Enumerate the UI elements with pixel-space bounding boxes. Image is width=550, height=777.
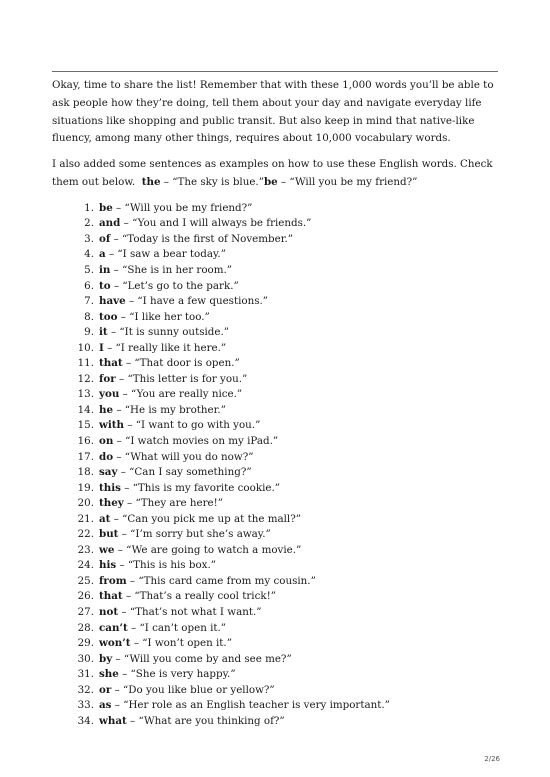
list-item (52, 450, 502, 466)
list-item-sentence: “I watch movies on my iPad.” (125, 434, 279, 447)
list-item-sentence: “She is in her room.” (122, 263, 233, 276)
list-item-word: a (99, 248, 106, 261)
list-item-word: not (99, 606, 119, 618)
list-item-word: his (99, 559, 117, 572)
list-item (52, 652, 502, 668)
list-item-sentence: “Will you come by and see me?” (123, 652, 292, 665)
list-item (52, 372, 502, 388)
list-item-text: won’t – “I won’t open it.” (99, 637, 232, 650)
list-item-number: 2. (84, 217, 94, 230)
list-item (52, 698, 502, 714)
list-item (52, 574, 502, 590)
list-item-text: or – “Do you like blue or yellow?” (99, 683, 275, 696)
list-item-word: do (99, 450, 114, 463)
list-item-word: this (99, 481, 121, 494)
list-item-sentence: “Can I say something?” (129, 466, 252, 479)
list-item-number: 15. (77, 419, 94, 432)
list-item-text: I – “I really like it here.” (99, 341, 227, 354)
list-item-text: she – “She is very happy.” (99, 668, 236, 681)
list-item-text: you – “You are really nice.” (99, 388, 243, 401)
list-item-word: that (99, 590, 123, 603)
list-item-number: 11. (77, 357, 94, 370)
list-item-number: 20. (77, 497, 94, 510)
list-item-number: 19. (77, 481, 94, 494)
intro-paragraph: Okay, time to share the list! Remember that with these 1,000 words you’ll be able to ask people how they’re doing, tell them about your day and navigate everyday life situations like shopping and public transit. But also keep in mind that native-like fluency, among many other things, requires about 10,000 vocabulary words. (52, 79, 494, 145)
list-item-text: that – “That’s a really cool trick!” (99, 590, 276, 603)
list-item-word: you (99, 388, 120, 401)
list-item (52, 512, 502, 528)
example2-word: be (263, 175, 278, 188)
list-item (52, 356, 502, 372)
list-item-text: can’t – “I can’t open it.” (99, 621, 227, 634)
list-item-number: 26. (77, 590, 94, 603)
list-item-text: he – “He is my brother.” (99, 403, 226, 416)
list-item (52, 263, 502, 279)
list-item-sentence: “What are you thinking of?” (138, 714, 285, 727)
list-item-text: we – “We are going to watch a movie.” (99, 543, 302, 556)
list-item-sentence: “This is my favorite cookie.” (132, 481, 280, 494)
list-item-number: 13. (77, 388, 94, 401)
list-item (52, 294, 502, 310)
list-item-number: 4. (84, 248, 94, 261)
list-item-number: 14. (77, 403, 94, 416)
list-item-number: 25. (77, 574, 94, 587)
list-item-sentence: “You and I will always be friends.” (132, 217, 312, 230)
list-item-word: she (99, 668, 119, 681)
list-item-number: 33. (77, 699, 94, 712)
list-item-word: with (99, 419, 125, 432)
list-item (52, 465, 502, 481)
list-item-number: 3. (84, 232, 94, 245)
list-item (52, 434, 502, 450)
list-item-word: at (99, 512, 111, 525)
list-item-word: by (99, 652, 113, 665)
list-item-sentence: “I like her too.” (129, 310, 210, 323)
list-item-number: 28. (77, 621, 94, 634)
list-item (52, 325, 502, 341)
list-item-sentence: “This is his box.” (127, 559, 216, 572)
list-item-text: to – “Let’s go to the park.” (99, 279, 239, 292)
page-number: 2/26 (484, 755, 500, 763)
header-rule (52, 71, 498, 72)
list-item (52, 527, 502, 543)
list-item-word: have (99, 295, 126, 308)
list-item-word: to (99, 279, 111, 292)
list-item-word: say (99, 466, 118, 479)
list-item-sentence: “She is very happy.” (130, 668, 236, 681)
list-item-number: 17. (77, 450, 94, 463)
list-item-text: say – “Can I say something?” (99, 466, 252, 479)
list-item-text: his – “This is his box.” (99, 559, 216, 572)
list-item (52, 341, 502, 357)
list-item-text: with – “I want to go with you.” (99, 419, 261, 432)
list-item-number: 10. (77, 341, 94, 354)
list-item-word: as (99, 699, 112, 712)
list-item-sentence: “That’s a really cool trick!” (134, 590, 276, 603)
list-item-word: they (99, 497, 124, 510)
list-item-sentence: “You are really nice.” (131, 388, 243, 401)
list-item-sentence: “I have a few questions.” (137, 295, 269, 308)
list-item (52, 683, 502, 699)
list-item-sentence: “Her role as an English teacher is very important.” (123, 699, 390, 712)
list-item-text: do – “What will you do now?” (99, 450, 254, 463)
list-item (52, 667, 502, 683)
list-item-word: but (99, 528, 119, 541)
list-item-number: 7. (84, 295, 94, 308)
list-item-sentence: “They are here!” (135, 497, 224, 510)
list-item-sentence: “Today is the first of November.” (122, 232, 294, 245)
list-item-text: have – “I have a few questions.” (99, 295, 269, 308)
list-item-word: what (99, 714, 127, 727)
list-item-number: 6. (84, 279, 94, 292)
list-item-word: on (99, 434, 114, 447)
list-item-sentence: “What will you do now?” (124, 450, 254, 463)
list-item-number: 29. (77, 637, 94, 650)
list-item-number: 32. (77, 683, 94, 696)
list-item-word: and (99, 217, 121, 230)
list-item-word: it (99, 326, 108, 339)
list-item-sentence: “I won’t open it.” (142, 637, 232, 650)
list-item-number: 22. (77, 528, 94, 541)
list-item-number: 18. (77, 466, 94, 479)
list-item-sentence: “I’m sorry but she’s away.” (130, 528, 271, 541)
list-item-number: 12. (77, 372, 94, 385)
list-item-number: 31. (77, 668, 94, 681)
list-item (52, 387, 502, 403)
list-item-sentence: “Will you be my friend?” (124, 201, 253, 214)
example1-word: the (141, 175, 161, 188)
list-item (52, 481, 502, 497)
list-item-sentence: “Let’s go to the park.” (122, 279, 239, 292)
list-item (52, 418, 502, 434)
list-item (52, 403, 502, 419)
list-item-text: on – “I watch movies on my iPad.” (99, 434, 279, 447)
list-item-text: what – “What are you thinking of?” (99, 714, 285, 727)
list-item (52, 201, 502, 217)
list-item (52, 605, 502, 621)
list-item-number: 30. (77, 652, 94, 665)
list-item-text: be – “Will you be my friend?” (99, 201, 253, 214)
list-item-word: be (99, 201, 113, 214)
list-item (52, 558, 502, 574)
list-item-text: this – “This is my favorite cookie.” (99, 481, 280, 494)
page-content (52, 77, 502, 729)
list-item (52, 589, 502, 605)
list-item-number: 9. (84, 326, 94, 339)
list-item-sentence: “It is sunny outside.” (119, 326, 230, 339)
list-item-sentence: “This letter is for you.” (127, 372, 248, 385)
list-item-number: 24. (77, 559, 94, 572)
list-item-word: can’t (99, 621, 128, 634)
list-item-sentence: “I can’t open it.” (139, 621, 227, 634)
list-item-text: that – “That door is open.” (99, 357, 240, 370)
list-item (52, 279, 502, 295)
list-item-text: not – “That’s not what I want.” (99, 606, 262, 618)
list-item-word: for (99, 372, 116, 385)
list-item (52, 621, 502, 637)
examples-paragraph (52, 156, 502, 192)
list-item-text: of – “Today is the first of November.” (99, 232, 294, 245)
list-item-number: 23. (77, 543, 94, 556)
list-item-number: 16. (77, 434, 94, 447)
list-item-word: of (99, 232, 111, 245)
list-item-word: from (99, 574, 127, 587)
list-item-sentence: “I want to go with you.” (135, 419, 261, 432)
list-item-word: that (99, 357, 123, 370)
list-item-text: for – “This letter is for you.” (99, 372, 248, 385)
list-item-text: it – “It is sunny outside.” (99, 326, 230, 339)
word-list (52, 201, 502, 730)
list-item-text: too – “I like her too.” (99, 310, 210, 323)
list-item-word: he (99, 403, 114, 416)
list-item-number: 34. (77, 714, 94, 727)
list-item-sentence: “That door is open.” (134, 357, 240, 370)
list-item (52, 543, 502, 559)
list-item-word: won’t (99, 637, 131, 650)
list-item-text: from – “This card came from my cousin.” (99, 574, 316, 587)
list-item-number: 5. (84, 263, 94, 276)
list-item-sentence: “That’s not what I want.” (129, 606, 262, 618)
list-item (52, 636, 502, 652)
examples-text: I also added some sentences as examples on how to use these English words. Check them out below. (52, 158, 493, 188)
list-item-word: I (99, 341, 104, 354)
list-item (52, 714, 502, 730)
list-item-number: 1. (84, 201, 94, 214)
list-item-word: or (99, 683, 112, 696)
list-item-number: 21. (77, 512, 94, 525)
list-item-sentence: “I really like it here.” (115, 341, 227, 354)
list-item-text: in – “She is in her room.” (99, 263, 233, 276)
list-item-text: but – “I’m sorry but she’s away.” (99, 528, 271, 541)
list-item-sentence: “I saw a bear today.” (117, 248, 226, 261)
list-item-text: as – “Her role as an English teacher is very important.” (99, 699, 390, 712)
list-item-number: 27. (77, 606, 94, 618)
list-item (52, 216, 502, 232)
example1-sentence: – “The sky is blue.” (160, 175, 264, 188)
list-item-text: at – “Can you pick me up at the mall?” (99, 512, 301, 525)
list-item-text: a – “I saw a bear today.” (99, 248, 226, 261)
list-item-word: in (99, 263, 111, 276)
list-item-word: too (99, 310, 118, 323)
list-item (52, 496, 502, 512)
list-item-text: by – “Will you come by and see me?” (99, 652, 292, 665)
list-item-sentence: “He is my brother.” (124, 403, 226, 416)
list-item-sentence: “We are going to watch a movie.” (126, 543, 302, 556)
list-item (52, 232, 502, 248)
list-item-number: 8. (84, 310, 94, 323)
list-item (52, 247, 502, 263)
list-item-text: and – “You and I will always be friends.” (99, 217, 312, 230)
list-item-sentence: “Can you pick me up at the mall?” (122, 512, 301, 525)
list-item-word: we (99, 543, 115, 556)
example2-sentence: – “Will you be my friend?” (277, 175, 418, 188)
list-item-text: they – “They are here!” (99, 497, 224, 510)
list-item-sentence: “Do you like blue or yellow?” (123, 683, 275, 696)
list-item-sentence: “This card came from my cousin.” (138, 574, 316, 587)
list-item (52, 310, 502, 326)
